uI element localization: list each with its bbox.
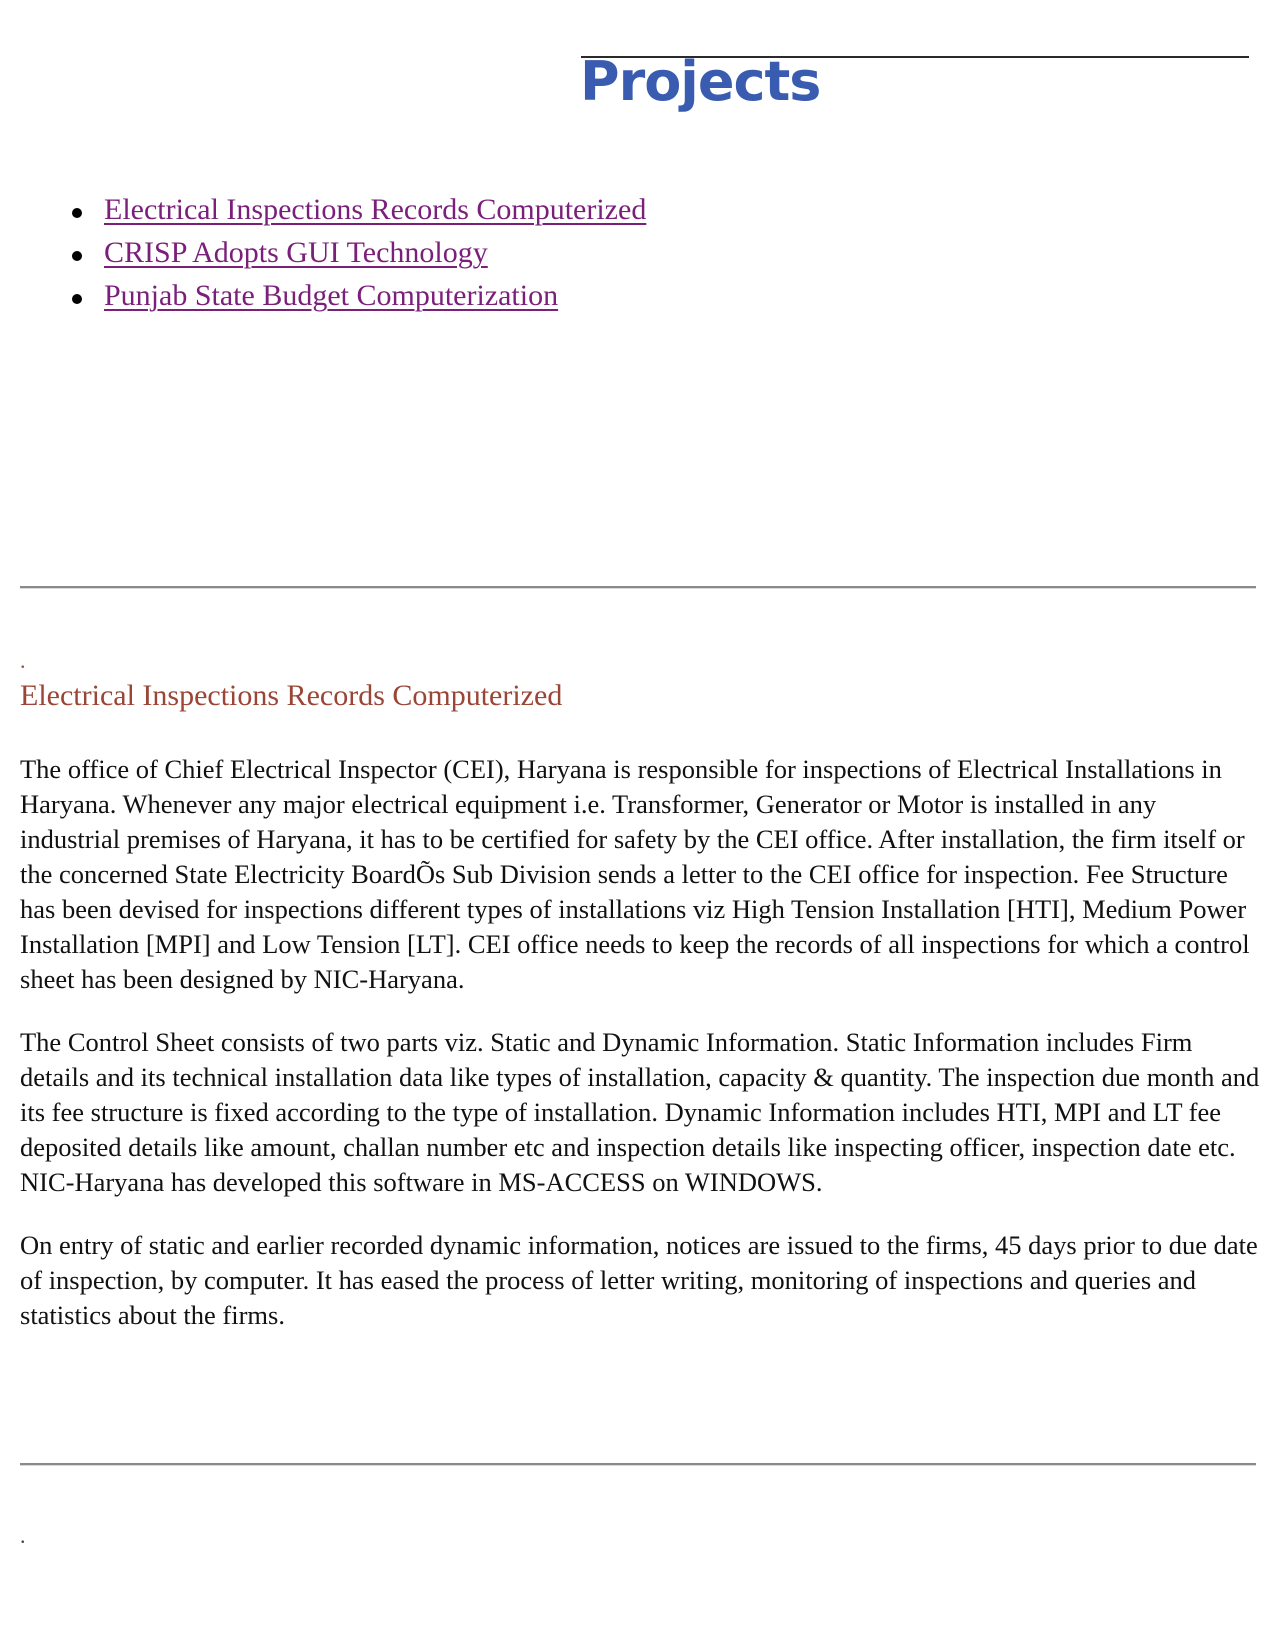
bullet-icon <box>72 208 82 218</box>
list-item <box>72 279 646 322</box>
bullet-icon <box>72 251 82 261</box>
link-electrical-inspections[interactable]: Electrical Inspections Records Computerized <box>104 193 647 226</box>
section-heading: Electrical Inspections Records Computerized <box>20 679 563 712</box>
page-title: Projects <box>580 50 821 113</box>
footer-mark: . <box>20 1523 26 1548</box>
article-paragraph: The Control Sheet consists of two parts viz. Static and Dynamic Information. Static Information includes Firm details and its technical installation data like types of installation, capacity & quantity. The inspection due month and its fee structure is fixed according to the type of installation. Dynamic Information includes HTI, MPI and LT fee deposited details like amount, challan number etc and inspection details like inspecting officer, inspection date etc. NIC-Haryana has developed this software in MS-ACCESS on WINDOWS. <box>20 1027 1260 1197</box>
list-item <box>72 193 646 236</box>
horizontal-divider <box>20 1463 1256 1466</box>
link-crisp-gui[interactable]: CRISP Adopts GUI Technology <box>104 236 488 269</box>
article-paragraph: The office of Chief Electrical Inspector (CEI), Haryana is responsible for inspections of Electrical Installations in Haryana. Whenever any major electrical equipment i.e. Transformer, Generator or Motor is installed in any industrial premises of Haryana, it has to be certified for safety by the CEI office. After installation, the firm itself or the concerned State Electricity BoardÕs Sub Division sends a letter to the CEI office for inspection. Fee Structure has been devised for inspections different types of installations viz High Tension Installation [HTI], Medium Power Installation [MPI] and Low Tension [LT]. CEI office needs to keep the records of all inspections for which a control sheet has been designed by NIC-Haryana. <box>20 754 1250 994</box>
article-paragraph: On entry of static and earlier recorded dynamic information, notices are issued to the firms, 45 days prior to due date of inspection, by computer. It has eased the process of letter writing, monitoring of inspections and queries and statistics about the firms. <box>20 1230 1258 1330</box>
list-item <box>72 236 646 279</box>
project-links-list <box>72 193 646 322</box>
bullet-icon <box>72 294 82 304</box>
horizontal-divider <box>20 586 1256 589</box>
article-body <box>20 752 1260 1361</box>
link-punjab-budget[interactable]: Punjab State Budget Computerization <box>104 279 559 312</box>
section-anchor-mark: . <box>20 648 26 673</box>
